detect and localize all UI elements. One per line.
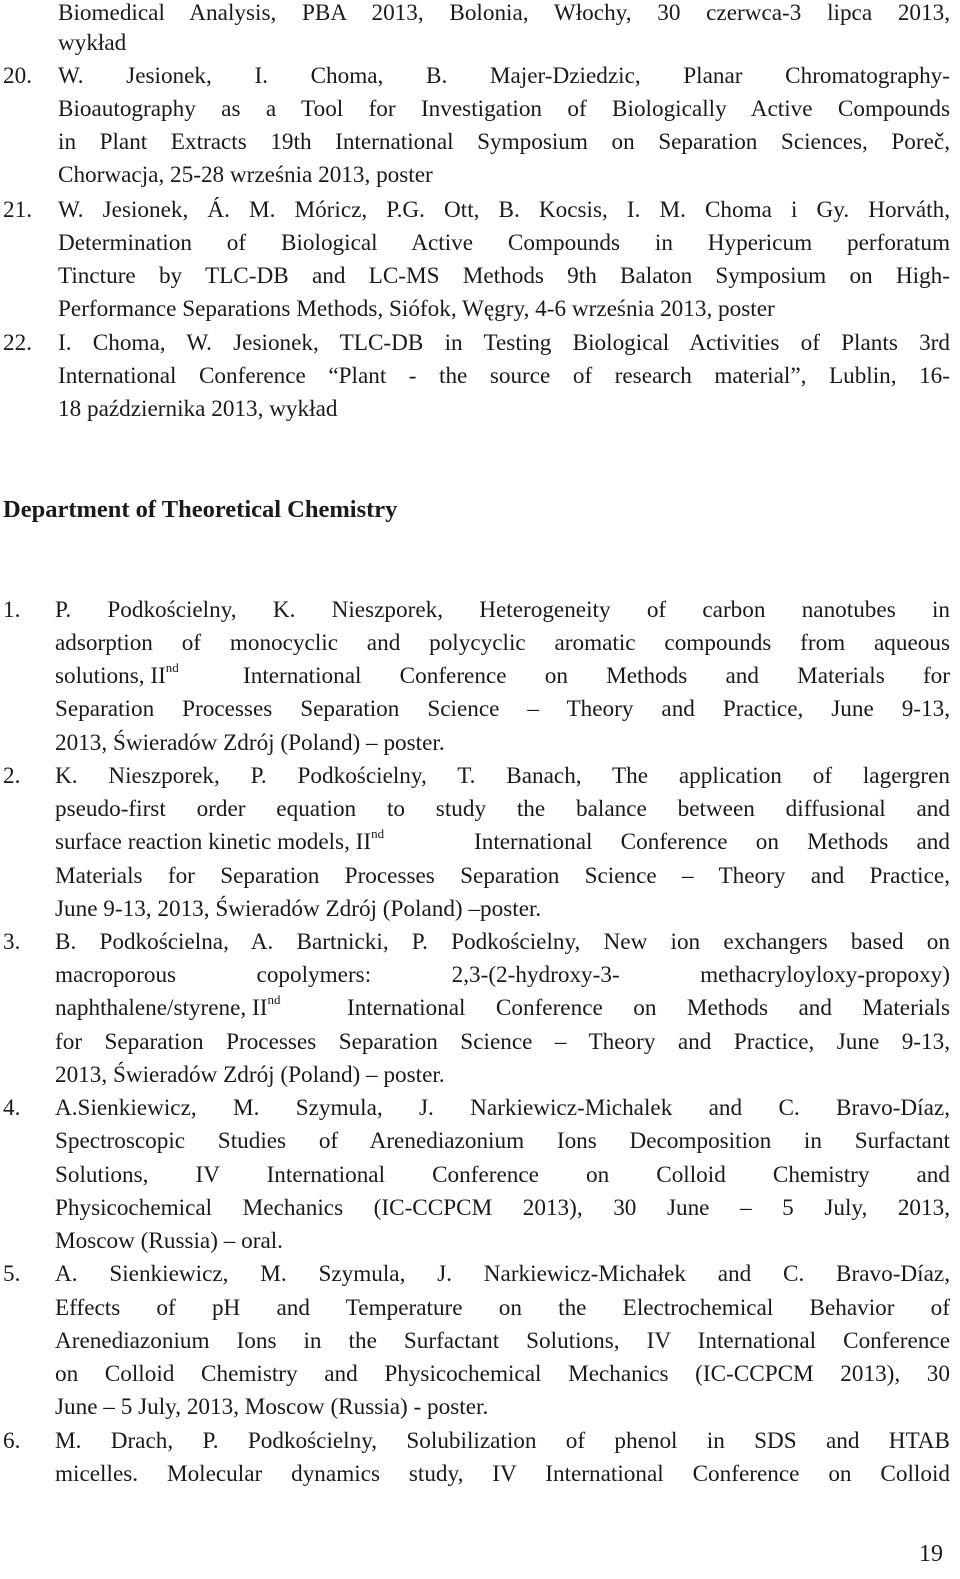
reference-line: June 9-13, 2013, Świeradów Zdrój (Poland) –poster. bbox=[55, 896, 542, 922]
reference-number: 6. bbox=[3, 1428, 21, 1454]
reference-line: in Plant Extracts 19th International Symposium on Separation Sciences, Poreč, bbox=[58, 129, 950, 155]
reference-line: macroporous copolymers: 2,3-(2-hydroxy-3- methacryloyloxy-propoxy) bbox=[55, 962, 950, 988]
carry-over-line: wykład bbox=[58, 30, 127, 56]
reference-line: B. Podkościelna, A. Bartnicki, P. Podkościelny, New ion exchangers based on bbox=[55, 929, 950, 955]
reference-line: Moscow (Russia) – oral. bbox=[55, 1228, 283, 1254]
reference-line: on Colloid Chemistry and Physicochemical Mechanics (IC-CCPCM 2013), 30 bbox=[55, 1361, 950, 1387]
reference-line: adsorption of monocyclic and polycyclic aromatic compounds from aqueous bbox=[55, 630, 950, 656]
reference-line-sup bbox=[55, 660, 179, 693]
reference-line: P. Podkościelny, K. Nieszporek, Heterogeneity of carbon nanotubes in bbox=[55, 597, 950, 623]
reference-line: 2013, Świeradów Zdrój (Poland) – poster. bbox=[55, 730, 445, 756]
reference-line: June – 5 July, 2013, Moscow (Russia) - poster. bbox=[55, 1394, 489, 1420]
reference-line: Determination of Biological Active Compounds in Hypericum perforatum bbox=[58, 230, 950, 256]
section-heading: Department of Theoretical Chemistry bbox=[3, 496, 398, 523]
ordinal-sup: nd bbox=[371, 826, 385, 841]
ordinal-sup: nd bbox=[165, 660, 179, 675]
reference-number: 1. bbox=[3, 597, 21, 623]
reference-number: 21. bbox=[3, 197, 32, 223]
reference-line: for Separation Processes Separation Science – Theory and Practice, June 9-13, bbox=[55, 1029, 950, 1055]
reference-number: 2. bbox=[3, 763, 21, 789]
reference-line: International Conference on Methods and Materials for bbox=[243, 663, 950, 689]
reference-line: I. Choma, W. Jesionek, TLC-DB in Testing Biological Activities of Plants 3rd bbox=[58, 330, 950, 356]
reference-line: Arenediazonium Ions in the Surfactant Solutions, IV International Conference bbox=[55, 1328, 950, 1354]
reference-number: 5. bbox=[3, 1261, 21, 1287]
reference-line: Chorwacja, 25-28 września 2013, poster bbox=[58, 162, 433, 188]
page-number: 19 bbox=[919, 1541, 943, 1567]
reference-line-part: solutions, II bbox=[55, 663, 166, 689]
reference-line: Separation Processes Separation Science – Theory and Practice, June 9-13, bbox=[55, 696, 950, 722]
reference-number: 3. bbox=[3, 929, 21, 955]
reference-line: A.Sienkiewicz, M. Szymula, J. Narkiewicz-Michalek and C. Bravo-Díaz, bbox=[55, 1095, 950, 1121]
reference-line: A. Sienkiewicz, M. Szymula, J. Narkiewicz-Michałek and C. Bravo-Díaz, bbox=[55, 1261, 950, 1287]
reference-line: M. Drach, P. Podkościelny, Solubilization of phenol in SDS and HTAB bbox=[55, 1428, 950, 1454]
reference-number: 22. bbox=[3, 330, 32, 356]
reference-line: Spectroscopic Studies of Arenediazonium Ions Decomposition in Surfactant bbox=[55, 1128, 950, 1154]
reference-line: W. Jesionek, Á. M. Móricz, P.G. Ott, B. Kocsis, I. M. Choma i Gy. Horváth, bbox=[58, 197, 950, 223]
reference-line: Materials for Separation Processes Separation Science – Theory and Practice, bbox=[55, 863, 950, 889]
reference-line: micelles. Molecular dynamics study, IV International Conference on Colloid bbox=[55, 1461, 950, 1487]
carry-over-line: Biomedical Analysis, PBA 2013, Bolonia, Włochy, 30 czerwca-3 lipca 2013, bbox=[58, 0, 950, 26]
reference-line-sup bbox=[55, 826, 384, 859]
reference-line: Performance Separations Methods, Siófok, Węgry, 4-6 września 2013, poster bbox=[58, 296, 775, 322]
reference-line: International Conference on Methods and Materials bbox=[347, 995, 950, 1021]
reference-line: International Conference “Plant - the source of research material”, Lublin, 16- bbox=[58, 363, 950, 389]
reference-line-part: naphthalene/styrene, II bbox=[55, 995, 268, 1021]
reference-line: 18 października 2013, wykład bbox=[58, 396, 338, 422]
reference-line-part: surface reaction kinetic models, II bbox=[55, 829, 372, 855]
ordinal-sup: nd bbox=[267, 992, 281, 1007]
reference-line: K. Nieszporek, P. Podkościelny, T. Banach, The application of lagergren bbox=[55, 763, 950, 789]
reference-line: 2013, Świeradów Zdrój (Poland) – poster. bbox=[55, 1062, 445, 1088]
reference-line-sup bbox=[55, 992, 280, 1025]
reference-line: Solutions, IV International Conference on Colloid Chemistry and bbox=[55, 1162, 950, 1188]
reference-line: Physicochemical Mechanics (IC-CCPCM 2013), 30 June – 5 July, 2013, bbox=[55, 1195, 950, 1221]
reference-line: W. Jesionek, I. Choma, B. Majer-Dziedzic, Planar Chromatography- bbox=[58, 63, 950, 89]
reference-number: 20. bbox=[3, 63, 32, 89]
reference-line: Bioautography as a Tool for Investigation of Biologically Active Compounds bbox=[58, 96, 950, 122]
reference-line: pseudo-first order equation to study the balance between diffusional and bbox=[55, 796, 950, 822]
reference-line: Effects of pH and Temperature on the Electrochemical Behavior of bbox=[55, 1295, 950, 1321]
reference-line: International Conference on Methods and bbox=[474, 829, 950, 855]
reference-number: 4. bbox=[3, 1095, 21, 1121]
reference-line: Tincture by TLC-DB and LC-MS Methods 9th Balaton Symposium on High- bbox=[58, 263, 950, 289]
